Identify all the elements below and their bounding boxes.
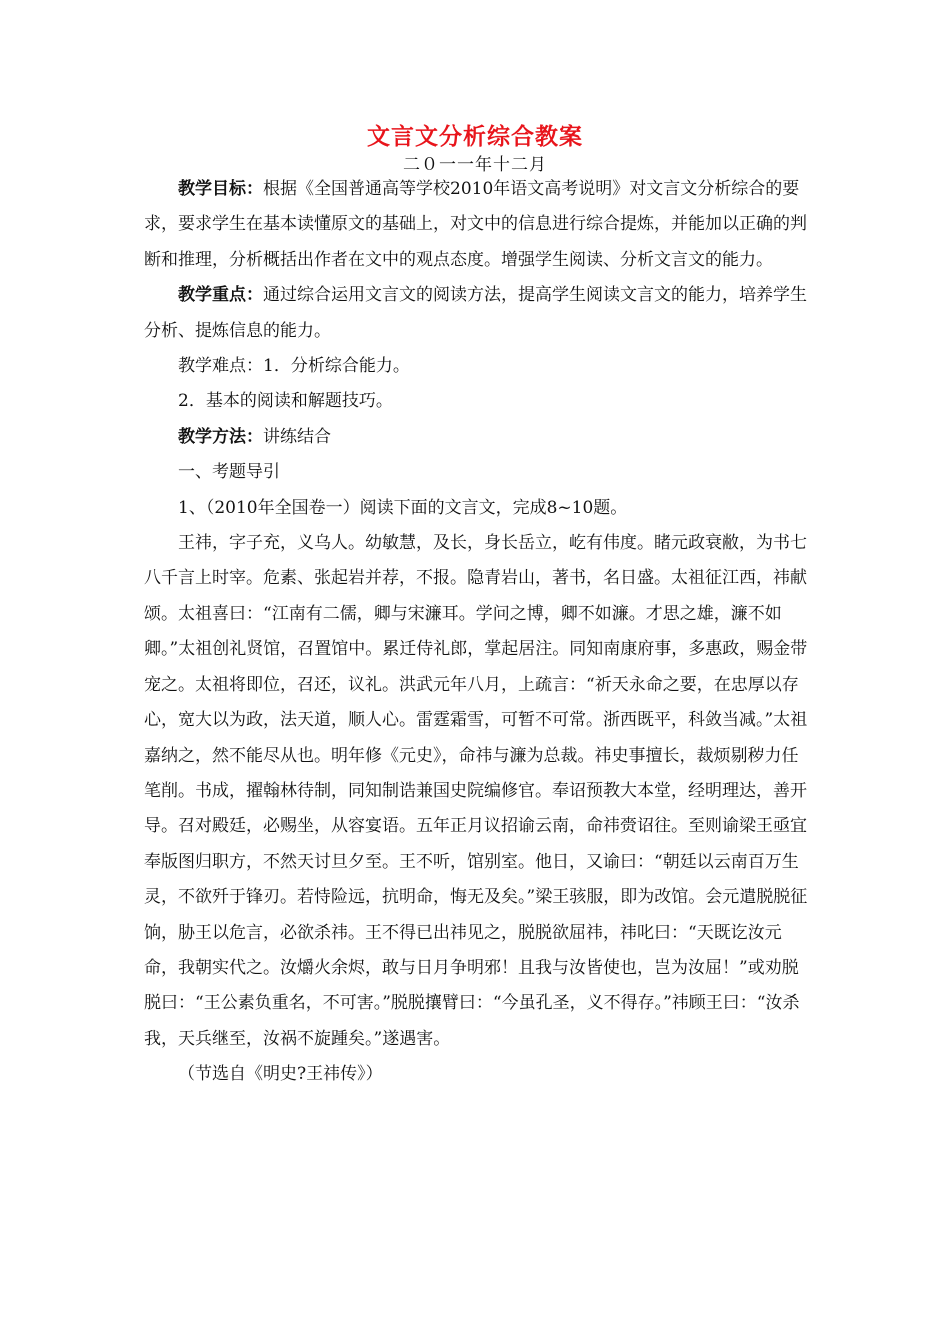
teaching-focus-label: 教学重点：: [178, 285, 263, 306]
teaching-goal: [144, 172, 812, 278]
document-body: [144, 172, 812, 1093]
teaching-method-label: 教学方法：: [178, 426, 263, 447]
teaching-difficulty-2: 2．基本的阅读和解题技巧。: [178, 391, 393, 412]
document-title: 文言文分析综合教案: [367, 123, 583, 150]
teaching-focus-text: 通过综合运用文言文的阅读方法，提高学生阅读文言文的能力，培养学生分析、提炼信息的能力。: [144, 285, 807, 341]
document-date: 二０一一年十二月: [403, 155, 547, 175]
teaching-difficulty-1: 教学难点：1．分析综合能力。: [178, 356, 410, 377]
passage-source: （节选自《明史?王祎传》）: [178, 1064, 383, 1085]
classical-passage: 王祎，字子充，义乌人。幼敏慧，及长，身长岳立，屹有伟度。睹元政衰敝，为书七八千言上时宰。危素、张起岩并荐，不报。隐青岩山，著书，名日盛。太祖征江西，祎献颂。太祖喜曰：“江南有二儒，卿与宋濂耳。学问之博，卿不如濂。才思之雄，濂不如卿。”太祖创礼贤馆，召置馆中。累迁侍礼郎，掌起居注。同知南康府事，多惠政，赐金带宠之。太祖将即位，召还，议礼。洪武元年八月，上疏言：“祈天永命之要，在忠厚以存心，宽大以为政，法天道，顺人心。雷霆霜雪，可暂不可常。浙西既平，科敛当减。”太祖嘉纳之，然不能尽从也。明年修《元史》，命祎与濂为总裁。祎史事擅长，裁烦剔秽力任笔削。书成，擢翰林待制，同知制诰兼国史院编修官。奉诏预教大本堂，经明理达，善开导。召对殿廷，必赐坐，从容宴语。五年正月议招谕云南，命祎赍诏往。至则谕梁王亟宜奉版图归职方，不然天讨旦夕至。王不听，馆别室。他日，又谕曰：“朝廷以云南百万生灵，不欲歼于锋刃。若恃险远，抗明命，悔无及矣。”梁王骇服，即为改馆。会元遣脱脱征饷，胁王以危言，必欲杀祎。王不得已出祎见之，脱脱欲屈祎，祎叱曰：“天既讫汝元命，我朝实代之。汝爝火余烬，敢与日月争明邪！且我与汝皆使也，岂为汝屈！”或劝脱脱曰：“王公素负重名，不可害。”脱脱攘臂曰：“今虽孔圣，义不得存。”祎顾王曰：“汝杀我，天兵继至，汝祸不旋踵矣。”遂遇害。: [144, 533, 808, 1049]
teaching-goal-text: 根据《全国普通高等学校2010年语文高考说明》对文言文分析综合的要求，要求学生在基本读懂原文的基础上，对文中的信息进行综合提炼，并能加以正确的判断和推理，分析概括出作者在文中的观点态度。增强学生阅读、分析文言文的能力。: [144, 179, 807, 270]
teaching-method-text: 讲练结合: [263, 426, 331, 447]
section-heading: 一、考题导引: [178, 462, 280, 483]
teaching-method: [144, 420, 812, 455]
question-prompt: 1、（2010年全国卷一）阅读下面的文言文，完成8~10题。: [178, 497, 628, 518]
teaching-focus: [144, 278, 812, 349]
teaching-goal-label: 教学目标：: [178, 179, 263, 199]
